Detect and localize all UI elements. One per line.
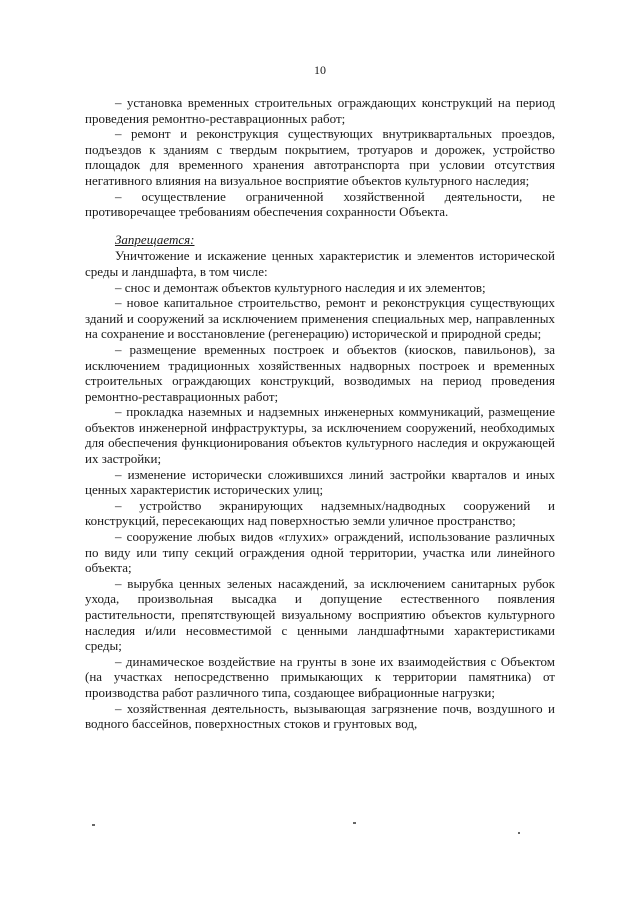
paragraph-demolition: – снос и демонтаж объектов культурного наследия и их элементов; (115, 279, 486, 295)
paragraph-new-construction: – новое капитальное строительство, ремонт и реконструкция существующих зданий и сооружений за исключением применения специальных мер, направленных на сохранение и восстановление (регенерацию) исторической и природной среды; (85, 295, 555, 342)
paragraph-limited-activity: – осуществление ограниченной хозяйственной деятельности, не противоречащее требованиям обеспечения сохранности Объекта. (85, 188, 555, 220)
paragraph-destruction: Уничтожение и искажение ценных характеристик и элементов исторической среды и ландшафта, в том числе: (85, 248, 555, 279)
paragraph-dynamic-impact: – динамическое воздействие на грунты в зоне их взаимодействия с Объектом (на участках непосредственно примыкающих к территории памятника) от производства работ различного типа, создающее вибрационные нагрузки; (85, 653, 555, 700)
scan-speck-center (353, 822, 356, 824)
paragraph-solid-fences: – сооружение любых видов «глухих» ограждений, использование различных по виду или типу секций ограждения одной территории, участка или линейного объекта; (85, 529, 555, 576)
scan-speck-left (92, 824, 95, 826)
prohibited-heading: Запрещается: (115, 231, 195, 247)
scan-speck-right (518, 832, 520, 834)
paragraph-pollution: – хозяйственная деятельность, вызывающая загрязнение почв, воздушного и водного бассейнов, поверхностных стоков и грунтовых вод, (85, 700, 555, 732)
paragraph-tree-felling: – вырубка ценных зеленых насаждений, за исключением санитарных рубок ухода, произвольная высадка и допущение естественного появления растительности, препятствующей визуальному восприятию объектов культурного наследия и/или несовместимой с ценными ландшафтными характеристиками среды; (85, 575, 555, 654)
paragraph-temporary-fences: – установка временных строительных ограждающих конструкций на период проведения ремонтно-реставрационных работ; (85, 95, 555, 126)
paragraph-temporary-buildings: – размещение временных построек и объектов (киосков, павильонов), за исключением традиционных хозяйственных надворных построек и временных строительных ограждающих конструкций, возводимых на период проведения ремонтно-реставрационных работ; (85, 341, 555, 404)
paragraph-screening-structures: – устройство экранирующих надземных/надводных сооружений и конструкций, пересекающих над поверхностью земли уличное пространство; (85, 497, 555, 529)
page-number: 10 (314, 63, 326, 77)
paragraph-utilities: – прокладка наземных и надземных инженерных коммуникаций, размещение объектов инженерной инфраструктуры, за исключением сооружений, необходимых для обеспечения функционирования объектов культурного наследия и окружающей их застройки; (85, 404, 555, 467)
paragraph-driveways-repair: – ремонт и реконструкция существующих внутриквартальных проездов, подъездов к зданиям с твердым покрытием, тротуаров и дорожек, устройство площадок для временного хранения автотранспорта при условии отсутствия негативного влияния на визуальное восприятие объектов культурного наследия; (85, 126, 555, 188)
document-body (85, 95, 555, 732)
scan-specks (0, 820, 640, 840)
paragraph-building-lines: – изменение исторически сложившихся линий застройки кварталов и иных ценных характеристик исторических улиц; (85, 466, 555, 498)
